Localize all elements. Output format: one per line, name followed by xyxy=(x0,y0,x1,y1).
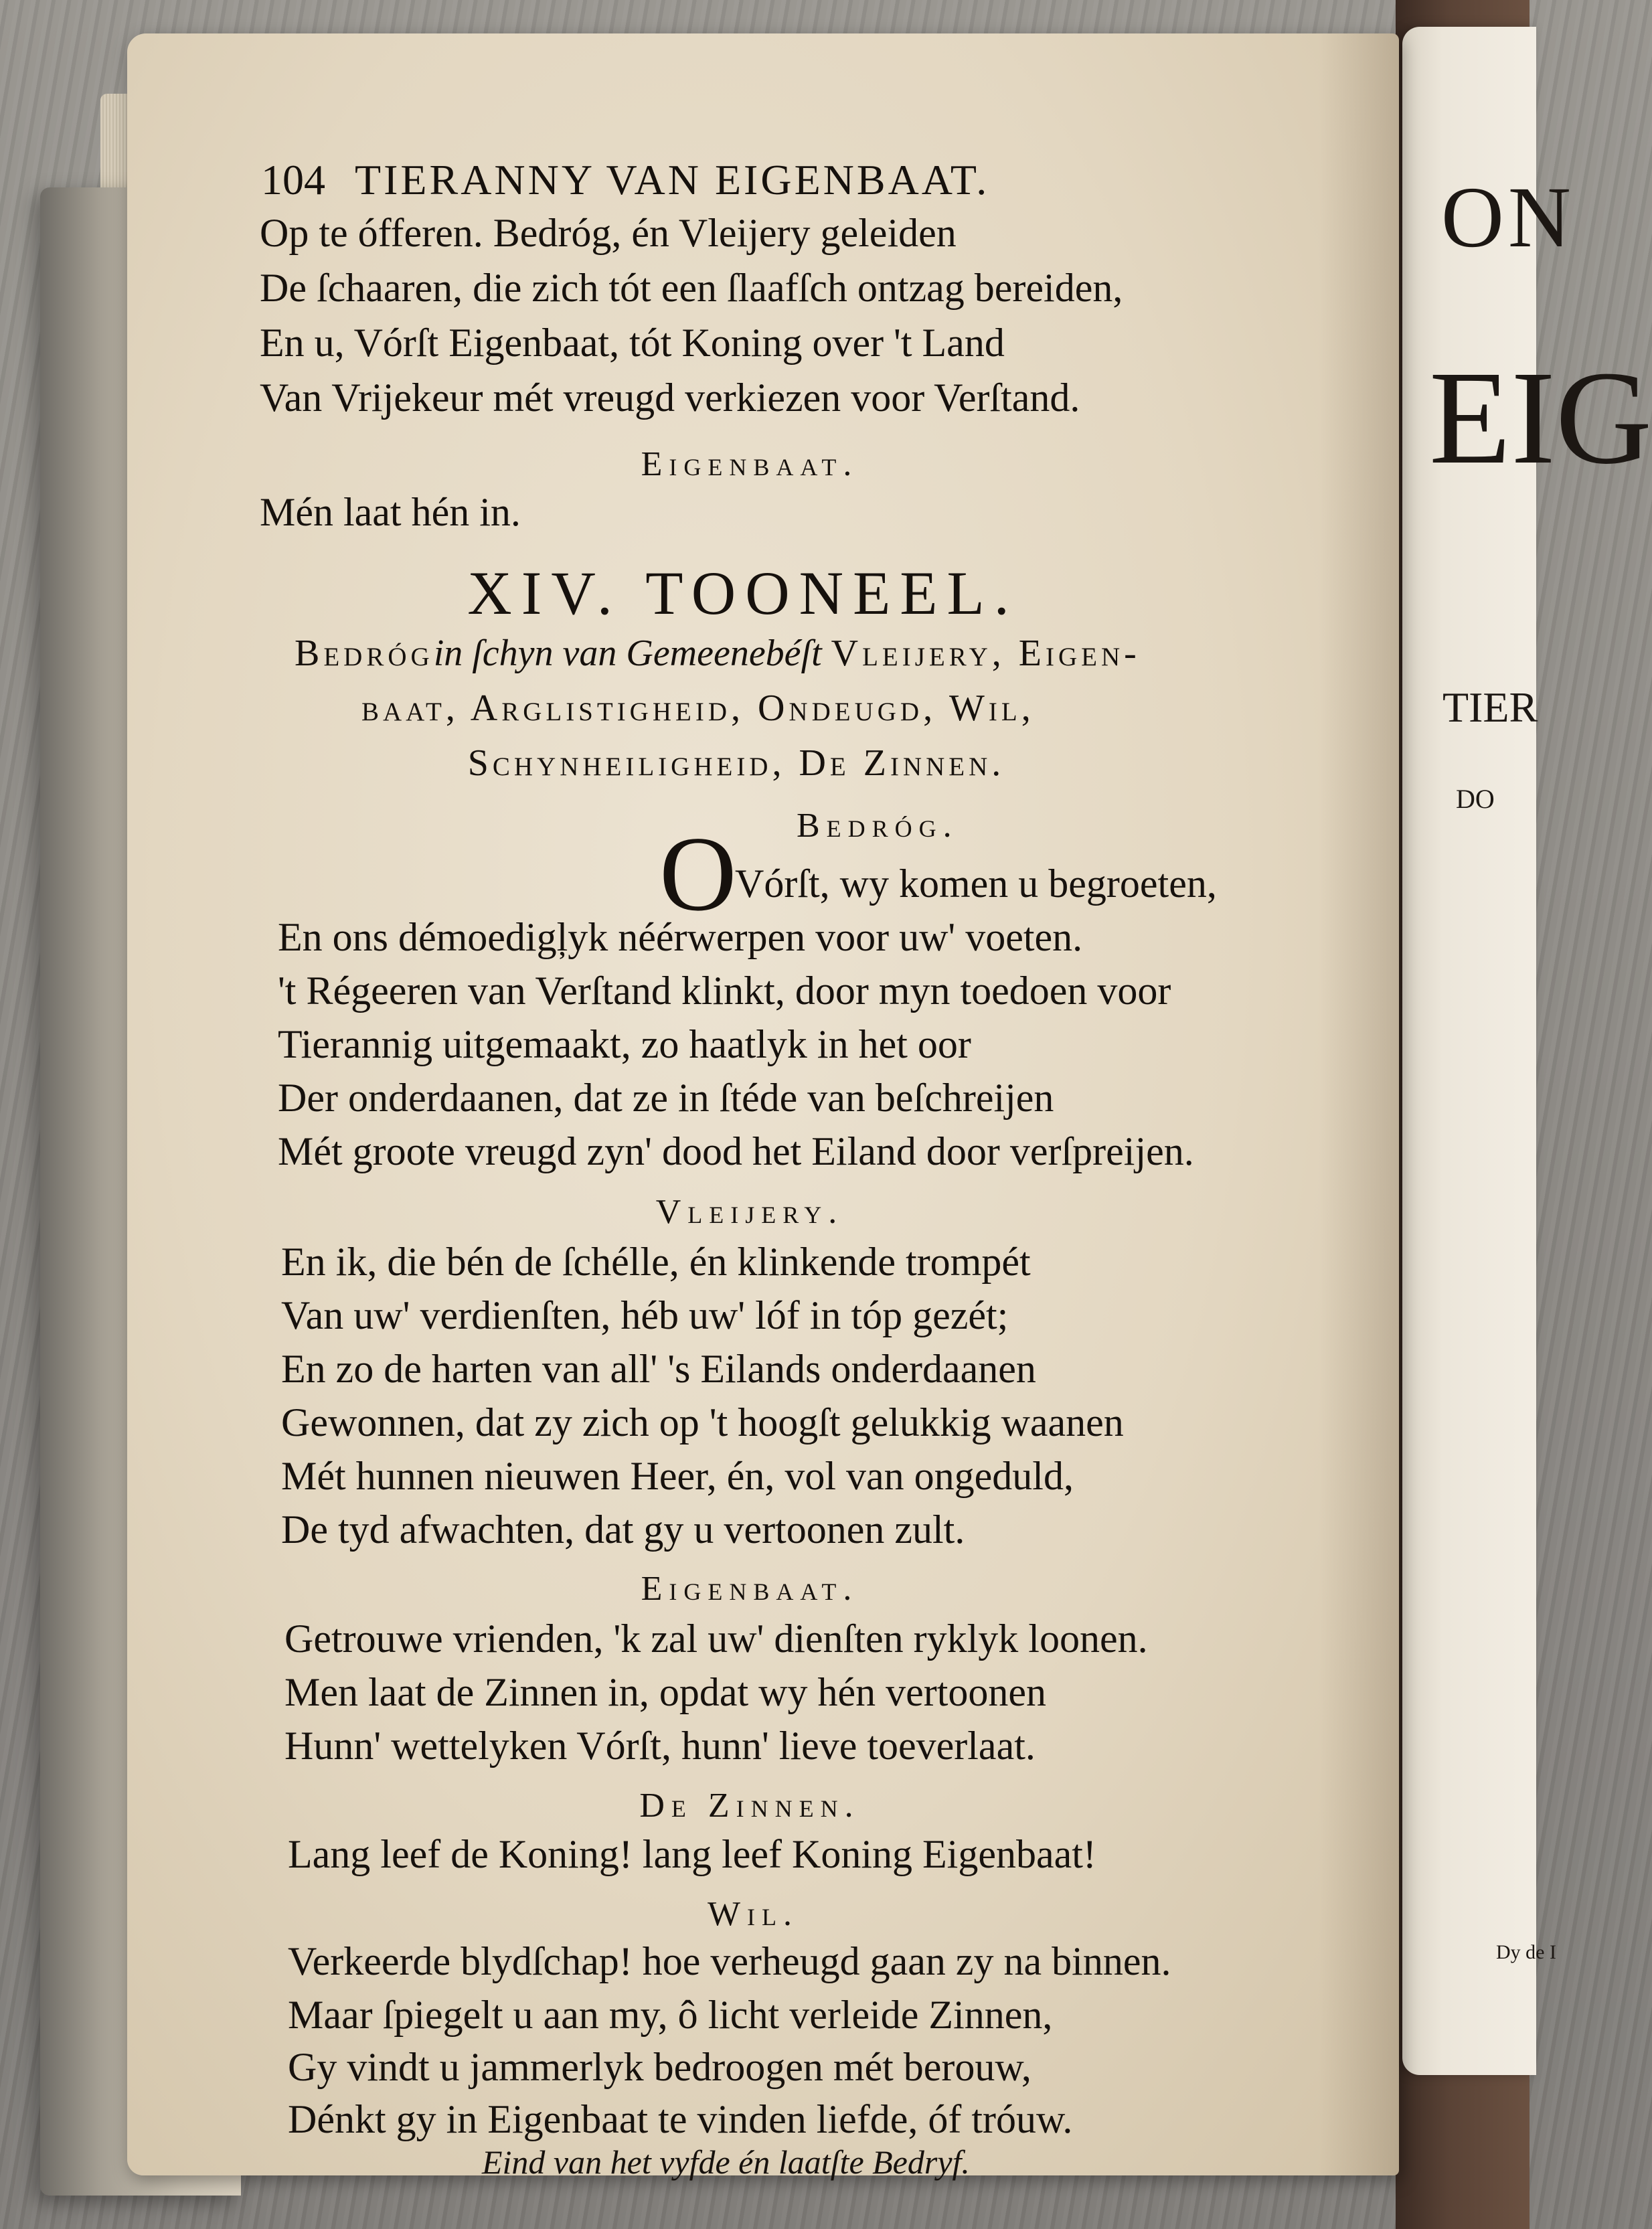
cast-description: in ſchyn van Gemeenebéſt xyxy=(433,633,822,674)
cast-list xyxy=(295,635,1141,672)
cast-list: Schynheiligheid, De Zinnen. xyxy=(467,742,1005,784)
gutter-shadow xyxy=(1319,33,1399,2175)
verse-line: Mén laat hén in. xyxy=(260,490,521,534)
speaker-name: Eigenbaat. xyxy=(641,445,859,483)
verse-line: Men laat de Zinnen in, opdat wy hén vertoonen xyxy=(284,1670,1047,1714)
speaker-name: De Zinnen. xyxy=(639,1787,860,1825)
speaker-name: Wil. xyxy=(707,1895,799,1933)
facing-title-fragment: EIG xyxy=(1429,344,1652,492)
cast-name: Vleijery, Eigen- xyxy=(831,633,1141,674)
verse-line: En ik, die bén de ſchélle, én klinkende trompét xyxy=(281,1240,1031,1284)
verse-line: De tyd afwachten, dat gy u vertoonen zult. xyxy=(281,1507,965,1552)
speaker-name: Eigenbaat. xyxy=(641,1570,859,1608)
verse-line: Dénkt gy in Eigenbaat te vinden liefde, óf tróuw. xyxy=(288,2097,1073,2141)
verse-line: Verkeerde blydſchap! hoe verheugd gaan zy na binnen. xyxy=(288,1939,1171,1983)
running-head: TIERANNY VAN EIGENBAAT. xyxy=(355,156,990,203)
cast-name: Bedróg xyxy=(295,633,434,674)
verse-line: Getrouwe vrienden, 'k zal uw' dienſten ryklyk loonen. xyxy=(284,1617,1148,1661)
verse-line: En zo de harten van all' 's Eilands onderdaanen xyxy=(281,1347,1036,1391)
verse-line: Van uw' verdienſten, héb uw' lóf in tóp gezét; xyxy=(281,1293,1009,1337)
speaker-name: Bedróg. xyxy=(797,807,959,845)
verse-line: Der onderdaanen, dat ze in ſtéde van beſchreijen xyxy=(278,1076,1054,1120)
facing-subtitle-fragment: TIER xyxy=(1442,683,1538,731)
verse-line: En u, Vórſt Eigenbaat, tót Koning over 't Land xyxy=(260,321,1005,365)
speaker-name: Vleijery. xyxy=(655,1193,844,1231)
facing-page xyxy=(1402,27,1652,2075)
verse-line: Mét hunnen nieuwen Heer, én, vol van ongeduld, xyxy=(281,1454,1074,1498)
facing-imprint-fragment: Dy de I xyxy=(1496,1941,1556,1963)
verse-line: Gewonnen, dat zy zich op 't hoogſt gelukkig waanen xyxy=(281,1400,1124,1444)
verse-line: Tierannig uitgemaakt, zo haatlyk in het oor xyxy=(278,1022,971,1066)
cast-list: baat, Arglistigheid, Ondeugd, Wil, xyxy=(361,687,1035,729)
verse-line: Vórſt, wy komen u begroeten, xyxy=(735,861,1217,906)
book-page xyxy=(127,33,1399,2175)
facing-title-fragment: ON xyxy=(1441,169,1575,266)
verse-line: Lang leef de Koning! lang leef Koning Eigenbaat! xyxy=(288,1832,1096,1876)
verse-line: En ons démoedigļyk néérwerpen voor uw' voeten. xyxy=(278,915,1083,959)
scene-title: XIV. TOONEEL. xyxy=(467,559,1019,627)
verse-line: Gy vindt u jammerlyk bedroogen mét berouw, xyxy=(288,2045,1031,2089)
verse-line: Hunn' wettelyken Vórſt, hunn' lieve toeverlaat. xyxy=(284,1724,1036,1768)
drop-cap: O xyxy=(659,814,737,933)
verse-line: Van Vrijekeur mét vreugd verkiezen voor Verſtand. xyxy=(260,376,1080,420)
act-end-line: Eind van het vyfde én laatſte Bedryf. xyxy=(482,2143,970,2181)
verse-line: Op te ófferen. Bedróg, én Vleijery geleiden xyxy=(260,211,957,255)
verse-line: 't Régeeren van Verſtand klinkt, door myn toedoen voor xyxy=(278,969,1171,1013)
page-number: 104 xyxy=(261,156,325,203)
facing-text-fragment: DO xyxy=(1456,784,1495,814)
verse-line: De ſchaaren, die zich tót een ſlaafſch ontzag bereiden, xyxy=(260,266,1123,310)
verse-line: Mét groote vreugd zyn' dood het Eiland door verſpreijen. xyxy=(278,1129,1194,1173)
verse-line: Maar ſpiegelt u aan my, ô licht verleide Zinnen, xyxy=(288,1993,1053,2037)
